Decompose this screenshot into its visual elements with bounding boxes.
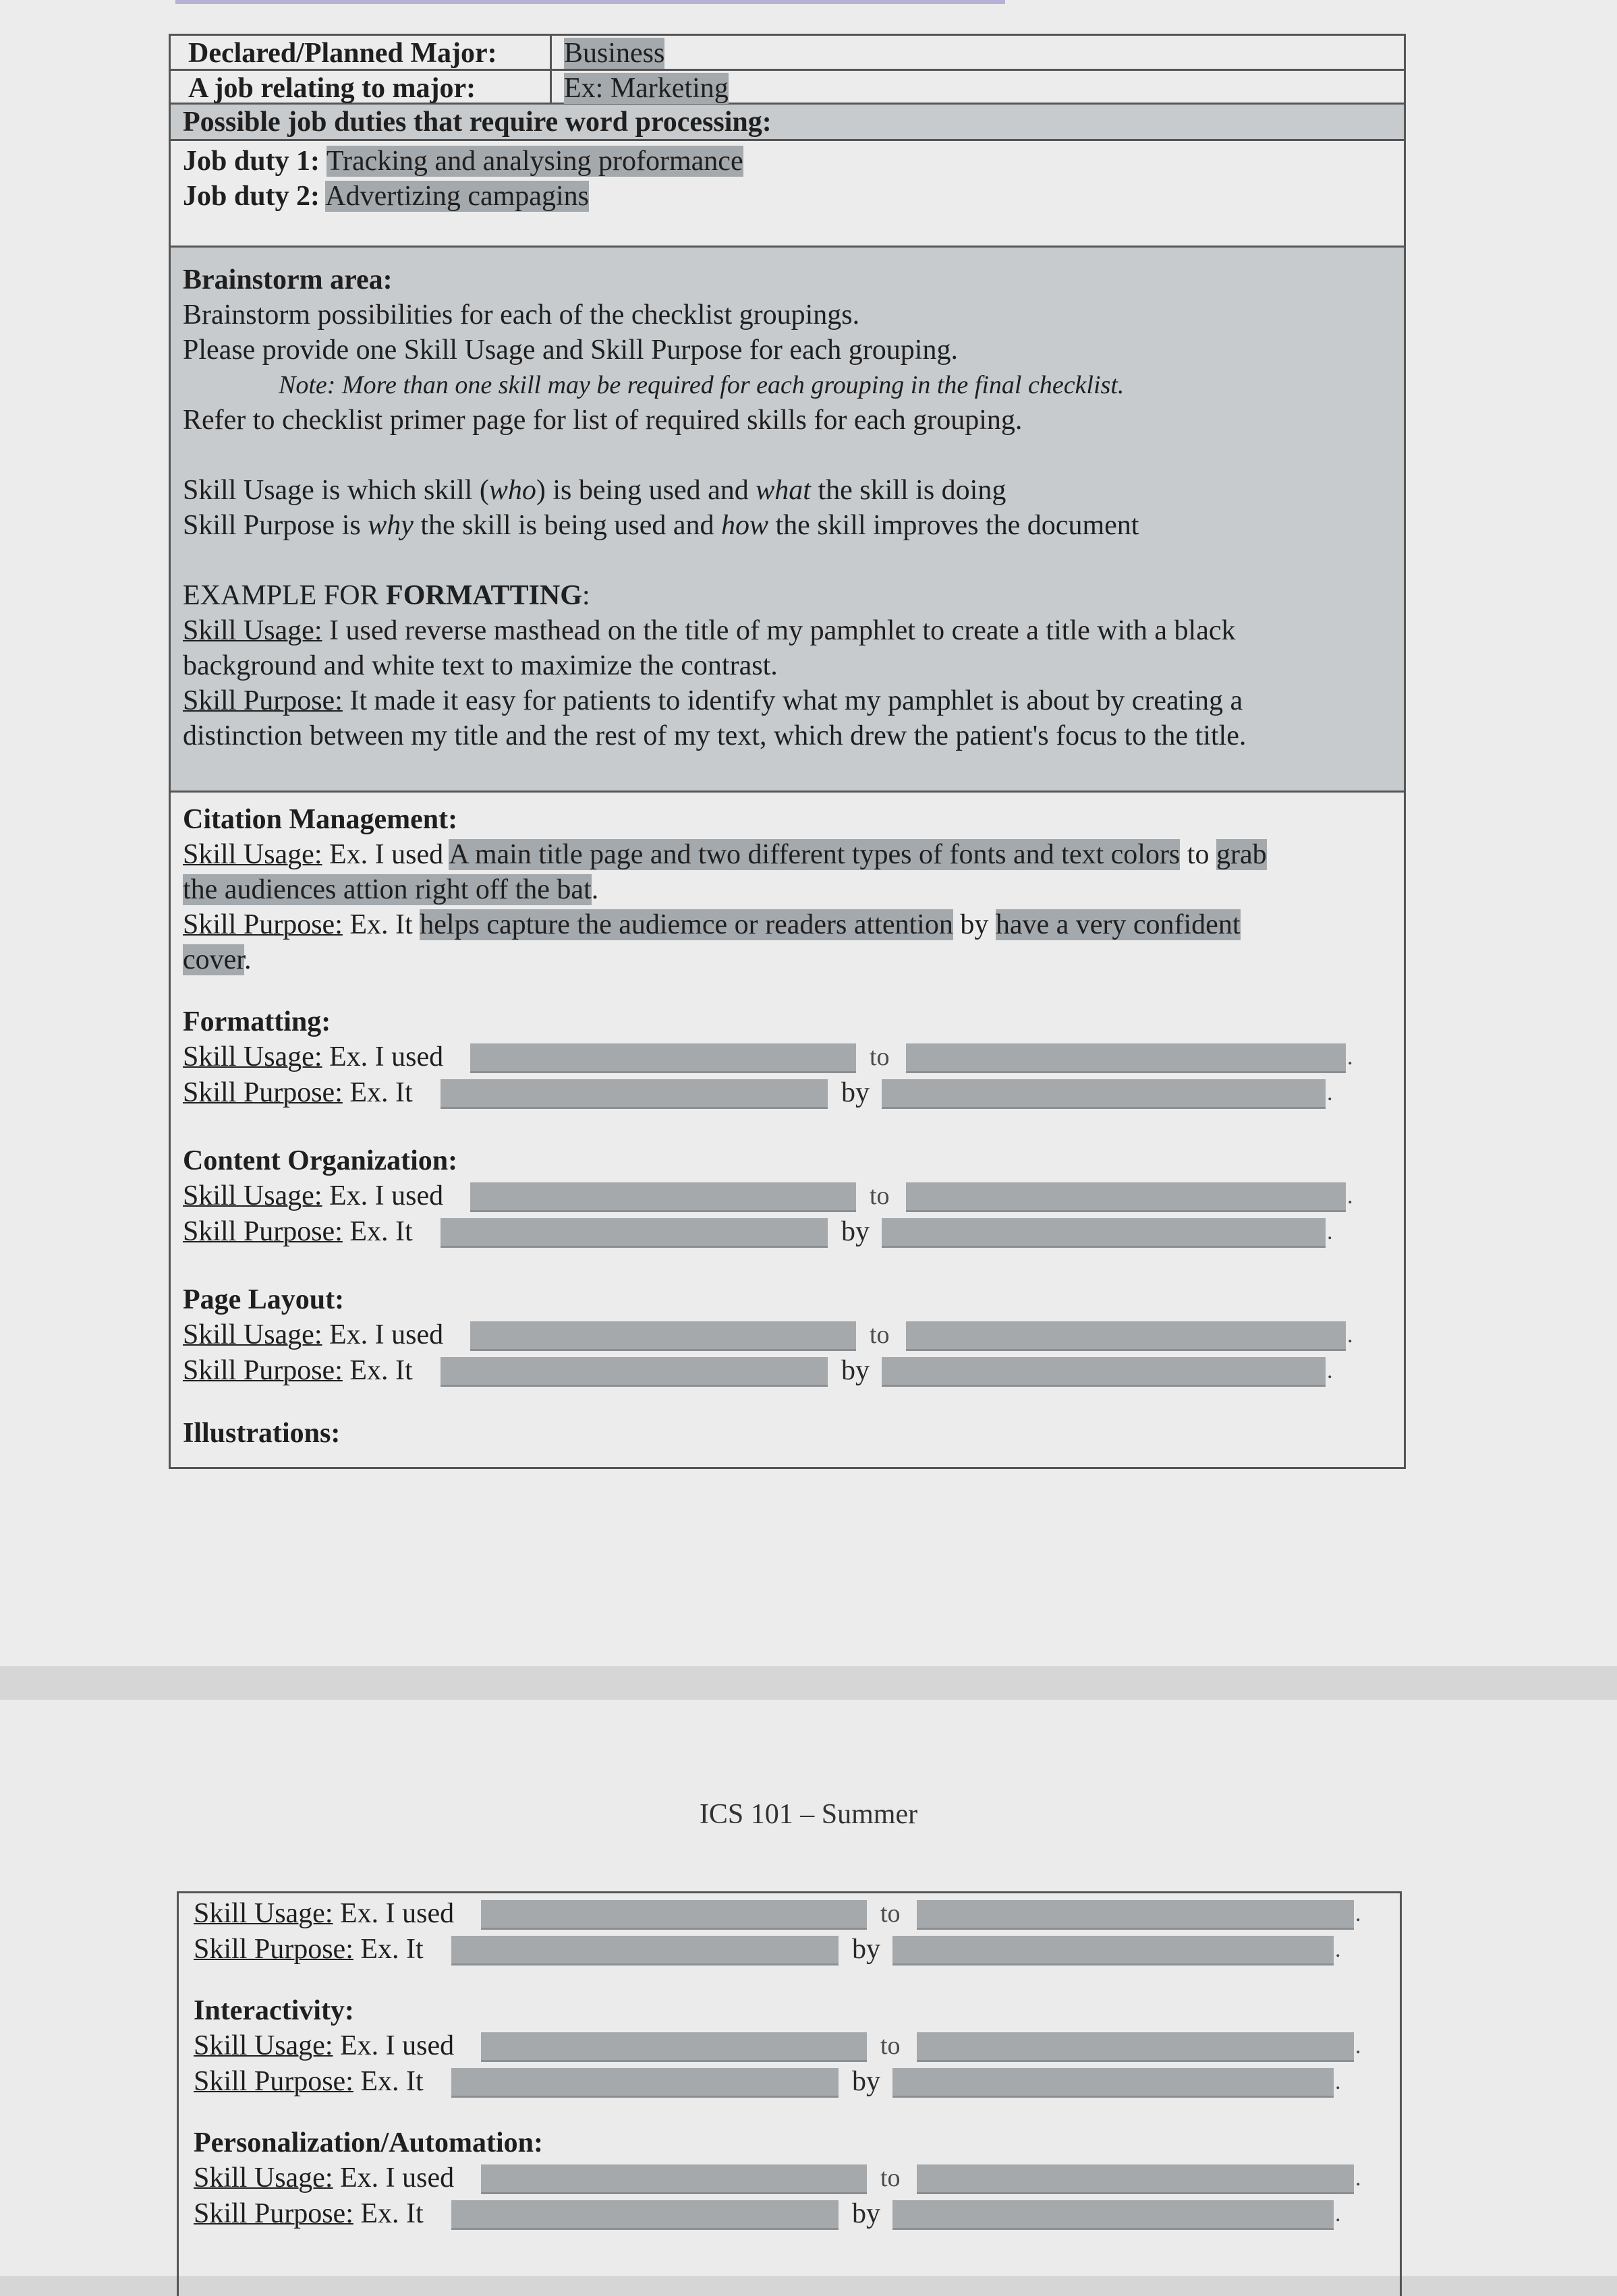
formatting-usage-label-group — [183, 1039, 443, 1075]
illustrations-usage-to: to — [880, 1899, 901, 1928]
interactivity-usage-field-2[interactable] — [917, 2032, 1354, 2062]
illustrations-purpose-field-2[interactable] — [892, 1936, 1334, 1965]
layout-purpose-label: Skill Purpose: — [183, 1355, 343, 1386]
personalization-usage-field-1[interactable] — [481, 2164, 867, 2194]
personalization-purpose-label-group — [194, 2196, 424, 2232]
formatting-heading: Formatting: — [183, 1006, 331, 1037]
layout-usage-label-group — [183, 1317, 443, 1353]
major-label: Declared/Planned Major: — [171, 36, 552, 69]
content-usage-prefix: Ex. I used — [322, 1180, 444, 1211]
groupings-area — [171, 793, 1404, 1467]
duty-1-value[interactable]: Tracking and analysing proformance — [326, 146, 743, 177]
duty-2-line — [183, 179, 1404, 214]
illustrations-heading: Illustrations: — [183, 1418, 341, 1449]
job-row — [171, 71, 1404, 105]
personalization-usage-prefix: Ex. I used — [333, 2162, 455, 2193]
interactivity-heading: Interactivity: — [194, 1995, 354, 2026]
spacer — [183, 1389, 1404, 1416]
content-purpose-label: Skill Purpose: — [183, 1216, 343, 1247]
formatting-usage-line — [183, 1039, 1404, 1075]
formatting-usage-field-1[interactable] — [470, 1043, 856, 1073]
content-purpose-line — [183, 1214, 1404, 1250]
spacer — [183, 438, 1404, 473]
content-usage-label-group — [183, 1178, 443, 1214]
duty-2-label: Job duty 2: — [183, 181, 320, 212]
example-usage-line-2: background and white text to maximize the contrast. — [183, 650, 778, 681]
illustrations-usage-field-2[interactable] — [917, 1900, 1354, 1930]
interactivity-usage-label: Skill Usage: — [194, 2030, 333, 2061]
formatting-purpose-by: by — [841, 1077, 870, 1108]
major-value[interactable]: Business — [564, 38, 665, 69]
duty-2-value[interactable]: Advertizing campagins — [325, 181, 589, 212]
example-heading — [183, 578, 1404, 613]
formatting-purpose-field-1[interactable] — [441, 1079, 828, 1109]
personalization-usage-field-2[interactable] — [917, 2164, 1354, 2194]
citation-purpose-field-1[interactable]: helps capture the audiemce or readers attention — [420, 909, 953, 940]
content-purpose-field-2[interactable] — [882, 1218, 1326, 1248]
content-usage-period: . — [1347, 1184, 1353, 1209]
interactivity-usage-prefix: Ex. I used — [333, 2030, 455, 2061]
usage-def-text: Skill Usage is which skill ( — [183, 475, 489, 506]
formatting-usage-prefix: Ex. I used — [322, 1041, 444, 1072]
duties-heading: Possible job duties that require word processing: — [171, 105, 1404, 141]
personalization-usage-to: to — [880, 2164, 901, 2192]
usage-def-who: who — [488, 475, 536, 506]
personalization-purpose-by: by — [852, 2198, 880, 2229]
citation-purpose-label: Skill Purpose: — [183, 909, 343, 940]
purpose-def-how: how — [721, 510, 769, 541]
spacer — [183, 543, 1404, 578]
interactivity-usage-line — [194, 2028, 1400, 2064]
page-layout-heading: Page Layout: — [183, 1284, 345, 1315]
illustrations-purpose-label-group — [194, 1932, 424, 1968]
personalization-usage-label: Skill Usage: — [194, 2162, 333, 2193]
formatting-purpose-period: . — [1327, 1081, 1333, 1106]
illustrations-purpose-label: Skill Purpose: — [194, 1934, 353, 1965]
spacer — [183, 977, 1404, 1004]
brainstorm-note: Note: More than one skill may be required for each grouping in the final checklist. — [279, 371, 1125, 399]
content-purpose-label-group — [183, 1214, 413, 1250]
interactivity-purpose-line — [194, 2064, 1400, 2100]
illustrations-purpose-period: . — [1335, 1937, 1341, 1962]
example-usage-line-1 — [183, 613, 1404, 648]
citation-purpose-period: . — [244, 944, 252, 975]
formatting-usage-period: . — [1347, 1045, 1353, 1070]
job-value[interactable]: Ex: Marketing — [564, 73, 729, 104]
personalization-purpose-field-2[interactable] — [892, 2200, 1334, 2230]
course-header: ICS 101 – Summer — [699, 1799, 918, 1830]
content-org-heading: Content Organization: — [183, 1145, 458, 1176]
personalization-usage-period: . — [1355, 2166, 1361, 2191]
illustrations-usage-prefix: Ex. I used — [333, 1898, 455, 1929]
brainstorm-line-3: Refer to checklist primer page for list of required skills for each grouping. — [183, 405, 1023, 436]
citation-usage-prefix: Ex. I used — [322, 839, 449, 870]
example-heading-text: EXAMPLE FOR — [183, 580, 387, 611]
interactivity-usage-period: . — [1355, 2034, 1361, 2059]
layout-usage-label: Skill Usage: — [183, 1319, 322, 1350]
example-purpose-label: Skill Purpose: — [183, 685, 343, 716]
formatting-purpose-prefix: Ex. It — [342, 1077, 413, 1108]
spacer — [194, 1968, 1400, 1993]
citation-purpose-prefix: Ex. It — [342, 909, 420, 940]
example-usage-text: I used reverse masthead on the title of my pamphlet to create a title with a black — [322, 615, 1236, 646]
citation-purpose-line-1 — [183, 907, 1404, 942]
formatting-purpose-line — [183, 1075, 1404, 1111]
illustrations-purpose-prefix: Ex. It — [353, 1934, 424, 1965]
example-usage-label: Skill Usage: — [183, 615, 322, 646]
citation-usage-to: to — [1180, 839, 1216, 870]
spacer — [194, 2100, 1400, 2125]
example-purpose-text: It made it easy for patients to identify what my pamphlet is about by creating a — [342, 685, 1243, 716]
brainstorm-form-continued — [177, 1891, 1402, 2296]
illustrations-purpose-field-1[interactable] — [451, 1936, 839, 1965]
citation-purpose-line-2 — [183, 942, 1404, 977]
citation-purpose-field-2-cont[interactable]: cover — [183, 944, 244, 975]
personalization-purpose-prefix: Ex. It — [353, 2198, 424, 2229]
layout-purpose-prefix: Ex. It — [342, 1355, 413, 1386]
citation-usage-line-2 — [183, 872, 1404, 907]
illustrations-usage-line — [194, 1896, 1400, 1932]
layout-usage-field-2[interactable] — [906, 1321, 1346, 1351]
layout-purpose-field-1[interactable] — [441, 1357, 828, 1387]
citation-usage-field-2[interactable]: grab — [1216, 839, 1267, 870]
example-purpose-line-1 — [183, 683, 1404, 718]
layout-usage-line — [183, 1317, 1404, 1353]
content-usage-label: Skill Usage: — [183, 1180, 322, 1211]
illustrations-usage-label: Skill Usage: — [194, 1898, 333, 1929]
layout-purpose-label-group — [183, 1353, 413, 1389]
illustrations-purpose-line — [194, 1932, 1400, 1968]
content-purpose-prefix: Ex. It — [342, 1216, 413, 1247]
top-divider — [175, 0, 1005, 4]
layout-usage-field-1[interactable] — [470, 1321, 856, 1351]
citation-usage-field-2-cont[interactable]: the audiences attion right off the bat — [183, 874, 592, 905]
illustrations-usage-label-group — [194, 1896, 454, 1932]
purpose-def-text: the skill improves the document — [768, 510, 1139, 541]
example-purpose-line-2: distinction between my title and the rest of my text, which drew the patient's focus to the title. — [183, 720, 1247, 751]
duty-1-line — [183, 144, 1404, 179]
example-heading-colon: : — [581, 580, 590, 611]
job-label: A job relating to major: — [171, 71, 552, 103]
purpose-def-text: Skill Purpose is — [183, 510, 368, 541]
personalization-purpose-field-1[interactable] — [451, 2200, 839, 2230]
citation-usage-field-1[interactable]: A main title page and two different types of fonts and text colors — [449, 839, 1181, 870]
content-usage-line — [183, 1178, 1404, 1214]
formatting-purpose-label: Skill Purpose: — [183, 1077, 343, 1108]
citation-usage-label: Skill Usage: — [183, 839, 322, 870]
formatting-purpose-label-group — [183, 1075, 413, 1111]
spacer — [183, 1111, 1404, 1143]
layout-purpose-line — [183, 1353, 1404, 1389]
job-cell — [552, 71, 1404, 103]
usage-def-text: the skill is doing — [810, 475, 1006, 506]
content-usage-field-2[interactable] — [906, 1182, 1346, 1212]
content-usage-to: to — [870, 1182, 890, 1210]
illustrations-purpose-by: by — [852, 1934, 880, 1965]
citation-usage-line-1 — [183, 837, 1404, 872]
usage-def-text: ) is being used and — [536, 475, 756, 506]
purpose-def-text: the skill is being used and — [413, 510, 721, 541]
illustrations-usage-field-1[interactable] — [481, 1900, 867, 1930]
illustrations-usage-period: . — [1355, 1901, 1361, 1926]
usage-def-what: what — [756, 475, 811, 506]
formatting-usage-to: to — [870, 1043, 890, 1071]
purpose-definition — [183, 508, 1404, 543]
formatting-purpose-field-2[interactable] — [882, 1079, 1326, 1109]
personalization-usage-label-group — [194, 2160, 454, 2196]
brainstorm-line-2: Please provide one Skill Usage and Skill Purpose for each grouping. — [183, 335, 958, 366]
interactivity-purpose-label: Skill Purpose: — [194, 2066, 353, 2097]
personalization-purpose-label: Skill Purpose: — [194, 2198, 353, 2229]
major-row — [171, 36, 1404, 71]
layout-purpose-period: . — [1327, 1358, 1333, 1383]
personalization-purpose-line — [194, 2196, 1400, 2232]
usage-definition — [183, 473, 1404, 508]
example-heading-bold: FORMATTING — [386, 580, 582, 611]
brainstorm-area — [171, 248, 1404, 793]
spacer — [183, 1250, 1404, 1282]
brainstorm-form — [169, 34, 1406, 1469]
brainstorm-heading: Brainstorm area: — [183, 264, 393, 295]
citation-usage-period: . — [591, 874, 599, 905]
formatting-usage-label: Skill Usage: — [183, 1041, 322, 1072]
interactivity-usage-label-group — [194, 2028, 454, 2064]
purpose-def-why: why — [368, 510, 414, 541]
content-purpose-field-1[interactable] — [441, 1218, 828, 1248]
personalization-heading: Personalization/Automation: — [194, 2127, 543, 2158]
interactivity-purpose-label-group — [194, 2064, 424, 2100]
interactivity-purpose-field-1[interactable] — [451, 2068, 839, 2098]
brainstorm-line-1: Brainstorm possibilities for each of the checklist groupings. — [183, 299, 860, 331]
layout-usage-prefix: Ex. I used — [322, 1319, 444, 1350]
layout-usage-to: to — [870, 1321, 890, 1349]
content-purpose-by: by — [841, 1216, 870, 1247]
interactivity-purpose-field-2[interactable] — [892, 2068, 1334, 2098]
content-usage-field-1[interactable] — [470, 1182, 856, 1212]
personalization-usage-line — [194, 2160, 1400, 2196]
interactivity-purpose-period: . — [1335, 2069, 1341, 2094]
interactivity-usage-field-1[interactable] — [481, 2032, 867, 2062]
duties-row — [171, 141, 1404, 248]
citation-purpose-by: by — [953, 909, 996, 940]
interactivity-usage-to: to — [880, 2032, 901, 2060]
major-cell — [552, 36, 1404, 69]
citation-heading: Citation Management: — [183, 804, 458, 835]
layout-purpose-field-2[interactable] — [882, 1357, 1326, 1387]
content-purpose-period: . — [1327, 1219, 1333, 1244]
citation-purpose-field-2[interactable]: have a very confident — [995, 909, 1241, 940]
personalization-purpose-period: . — [1335, 2202, 1341, 2227]
interactivity-purpose-by: by — [852, 2066, 880, 2097]
layout-purpose-by: by — [841, 1355, 870, 1386]
duty-1-label: Job duty 1: — [183, 146, 320, 177]
interactivity-purpose-prefix: Ex. It — [353, 2066, 424, 2097]
formatting-usage-field-2[interactable] — [906, 1043, 1346, 1073]
layout-usage-period: . — [1347, 1323, 1353, 1348]
